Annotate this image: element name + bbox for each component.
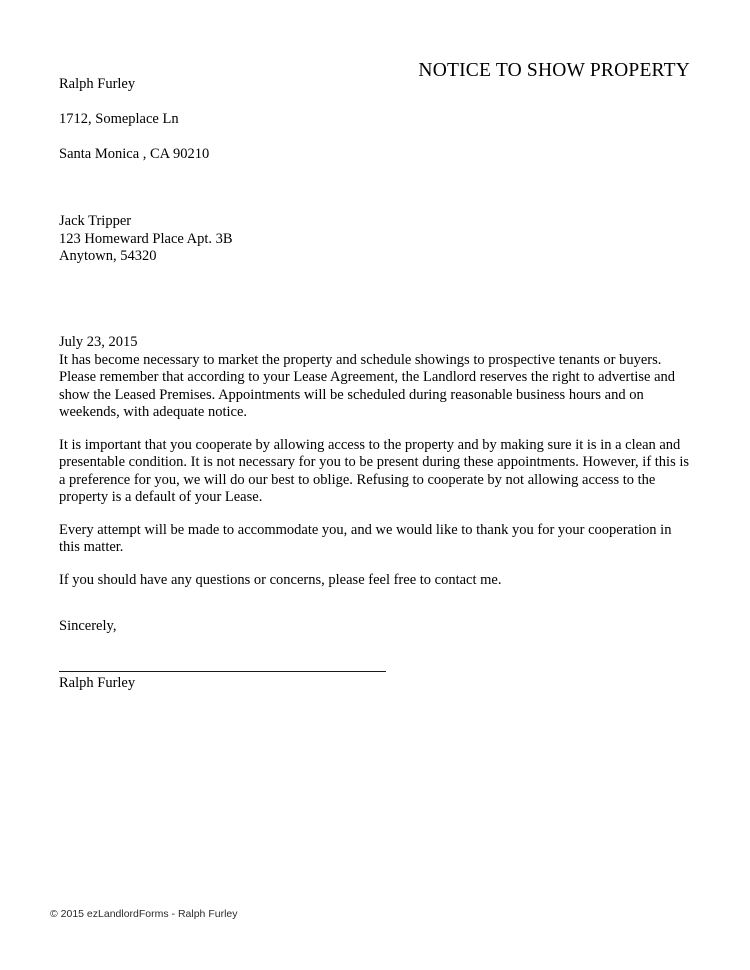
sender-name: Ralph Furley [59,75,136,92]
recipient-street: 123 Homeward Place Apt. 3B [59,230,233,247]
body-paragraph: Every attempt will be made to accommodate you, and we would like to thank you for your cooperation in this matter. [59,521,672,555]
letter-date: July 23, 2015 [59,334,138,350]
signature-block [59,618,386,692]
footer-copyright: © 2015 ezLandlordForms - Ralph Furley [50,908,238,920]
recipient-address-block [59,213,233,266]
signer-name: Ralph Furley [59,674,136,691]
document-title: NOTICE TO SHOW PROPERTY [418,60,690,81]
sender-street: 1712, Someplace Ln [59,110,179,127]
recipient-name: Jack Tripper [59,213,132,229]
body-paragraph: It is important that you cooperate by allowing access to the property and by making sure it is in a clean and presentable condition. It is not necessary for you to be present during these appointments. However, if this is a preference for you, we will do our best to oblige. Refusing to cooperate by not allowing access to the property is a default of your Lease. [59,436,690,505]
letter-header [59,58,690,181]
recipient-city-state-zip: Anytown, 54320 [59,248,157,264]
sender-address-block [59,58,209,181]
closing-salutation: Sincerely, [59,618,117,634]
signature-line [59,671,386,672]
letter-body [59,334,693,589]
body-paragraph: If you should have any questions or concerns, please feel free to contact me. [59,571,502,588]
body-paragraph: It has become necessary to market the property and schedule showings to prospective tenants or buyers. Please remember that according to your Lease Agreement, the Landlord reserves the right to advertise and show the Leased Premises. Appointments will be scheduled during reasonable business hours and on weekends, with adequate notice. [59,351,676,420]
sender-city-state-zip: Santa Monica , CA 90210 [59,145,210,162]
